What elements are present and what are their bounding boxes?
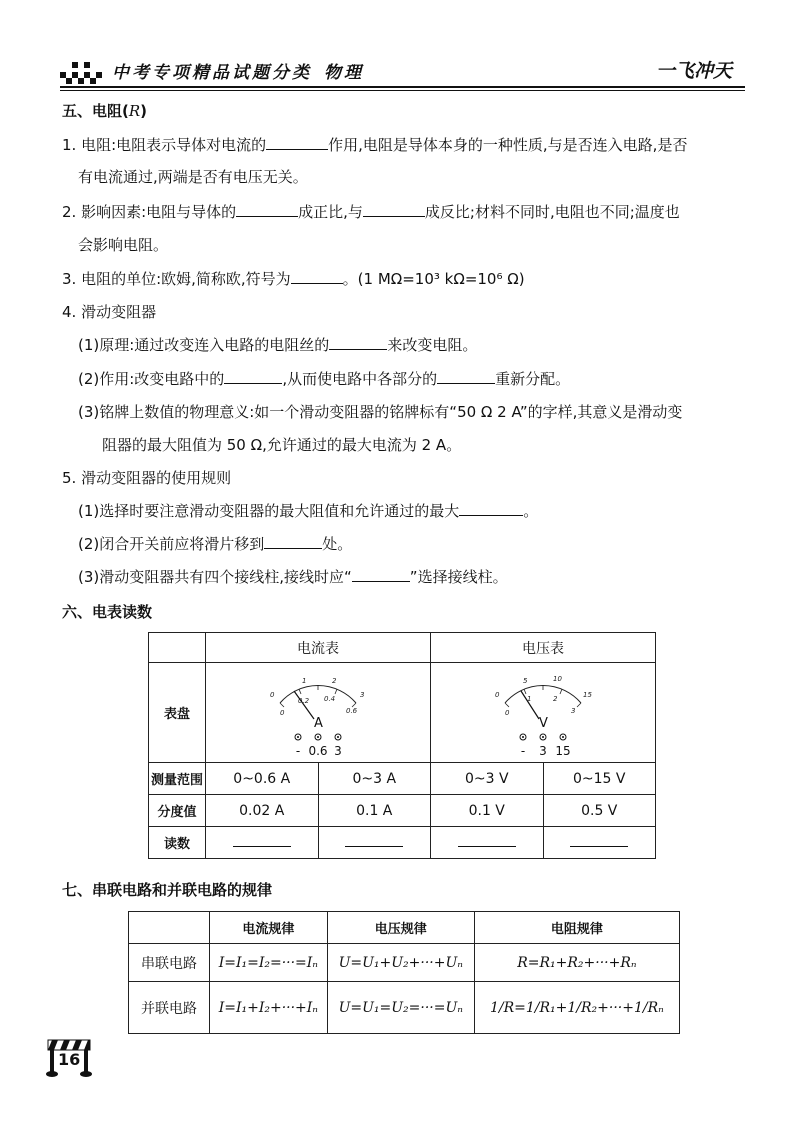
range-3: 0~15 V [543,763,656,795]
header-brand: 一飞冲天 [656,60,733,82]
row-reading: 读数 [149,827,206,859]
reading-blank-0 [206,827,319,859]
range-2: 0~3 V [431,763,544,795]
amm-outer-1: 1 [302,676,307,685]
header-rule-thin [60,90,745,91]
amm-term-neg: - [295,743,301,758]
para-4-3-cont: 阻器的最大阻值为 50 Ω,允许通过的最大电流为 2 A。 [102,436,462,454]
para-4-1: (1)原理:通过改变连入电路的电阻丝的 来改变电阻。 [78,336,478,354]
para-4-2: (2)作用:改变电路中的 ,从而使电路中各部分的 重新分配。 [78,370,571,388]
row-series: 串联电路 [129,944,210,982]
amm-outer-0: 0 [270,690,275,699]
row-div: 分度值 [149,795,206,827]
para-3: 3. 电阻的单位:欧姆,简称欧,符号为 。(1 MΩ=10³ kΩ=10⁶ Ω) [62,270,525,288]
para-5: 5. 滑动变阻器的使用规则 [62,469,232,487]
corner-cell [149,633,206,663]
voltmeter-dial [431,663,656,763]
volt-outer-2: 10 [553,674,562,683]
ammeter-dial [206,663,431,763]
parallel-resistance: 1/R=1/R₁+1/R₂+···+1/Rₙ [474,982,679,1034]
header-series: 中考专项精品试题分类 [112,63,312,83]
series-resistance: R=R₁+R₂+···+Rₙ [474,944,679,982]
parallel-voltage: U=U₁=U₂=···=Uₙ [327,982,474,1034]
volt-inner-3: 3 [571,706,576,715]
series-voltage: U=U₁+U₂+···+Uₙ [327,944,474,982]
amm-inner-3: 0.6 [346,706,358,715]
para-5-1: (1)选择时要注意滑动变阻器的最大阻值和允许通过的最大 。 [78,502,539,520]
meter-reading-table [148,632,656,859]
volt-outer-3: 15 [583,690,592,699]
reading-blank-1 [318,827,431,859]
section6-heading: 六、电表读数 [62,603,153,621]
para-2-cont: 会影响电阻。 [78,236,169,254]
col-ammeter: 电流表 [206,633,431,663]
div-3: 0.5 V [543,795,656,827]
para-4-3: (3)铭牌上数值的物理意义:如一个滑动变阻器的铭牌标有“50 Ω 2 A”的字样,其意义是滑动变 [78,403,683,421]
range-1: 0~3 A [318,763,431,795]
header-logo-icon [60,58,108,88]
para-2: 2. 影响因素:电阻与导体的 成正比,与 成反比;材料不同时,电阻也不同;温度也 [62,203,680,221]
reading-blank-2 [431,827,544,859]
row-parallel: 并联电路 [129,982,210,1034]
ammeter-needle [294,691,314,719]
volt-term-2: 15 [555,743,571,758]
para-4: 4. 滑动变阻器 [62,303,157,321]
amm-inner-1: 0.2 [298,696,310,705]
amm-inner-0: 0 [280,708,285,717]
row-dial: 表盘 [149,663,206,763]
volt-outer-1: 5 [523,676,528,685]
section5-heading: 五、电阻(R) [62,102,148,120]
volt-inner-2: 2 [553,694,558,703]
amm-letter: A [314,715,323,731]
voltmeter-icon [483,667,603,759]
amm-term-2: 3 [334,743,342,758]
header-subject: 物理 [324,63,364,83]
header-title [112,58,364,83]
col-resistance: 电阻规律 [474,912,679,944]
corner-cell-2 [129,912,210,944]
volt-term-neg: - [520,743,526,758]
para-5-2: (2)闭合开关前应将滑片移到 处。 [78,535,353,553]
volt-inner-0: 0 [505,708,510,717]
para-1-cont: 有电流通过,两端是否有电压无关。 [78,168,308,186]
header-rule [60,86,745,88]
reading-blank-3 [543,827,656,859]
amm-outer-3: 3 [360,690,365,699]
amm-outer-2: 2 [332,676,337,685]
range-0: 0~0.6 A [206,763,319,795]
div-2: 0.1 V [431,795,544,827]
row-range: 测量范围 [149,763,206,795]
series-current: I=I₁=I₂=···=Iₙ [210,944,328,982]
volt-letter: V [539,715,548,731]
volt-outer-0: 0 [495,690,500,699]
volt-inner-1: 1 [527,694,532,703]
page-number: 16 [58,1050,81,1069]
volt-term-1: 3 [539,743,547,758]
col-current: 电流规律 [210,912,328,944]
div-0: 0.02 A [206,795,319,827]
para-5-3: (3)滑动变阻器共有四个接线柱,接线时应“ ”选择接线柱。 [78,568,508,586]
amm-inner-2: 0.4 [324,694,336,703]
parallel-current: I=I₁+I₂+···+Iₙ [210,982,328,1034]
section7-heading: 七、串联电路和并联电路的规律 [62,881,273,899]
col-voltage: 电压规律 [327,912,474,944]
circuit-law-table [128,911,680,1034]
col-voltmeter: 电压表 [431,633,656,663]
amm-term-1: 0.6 [308,743,328,758]
ammeter-icon [258,667,378,759]
div-1: 0.1 A [318,795,431,827]
para-1: 1. 电阻:电阻表示导体对电流的 作用,电阻是导体本身的一种性质,与是否连入电路,是否 [62,136,688,154]
